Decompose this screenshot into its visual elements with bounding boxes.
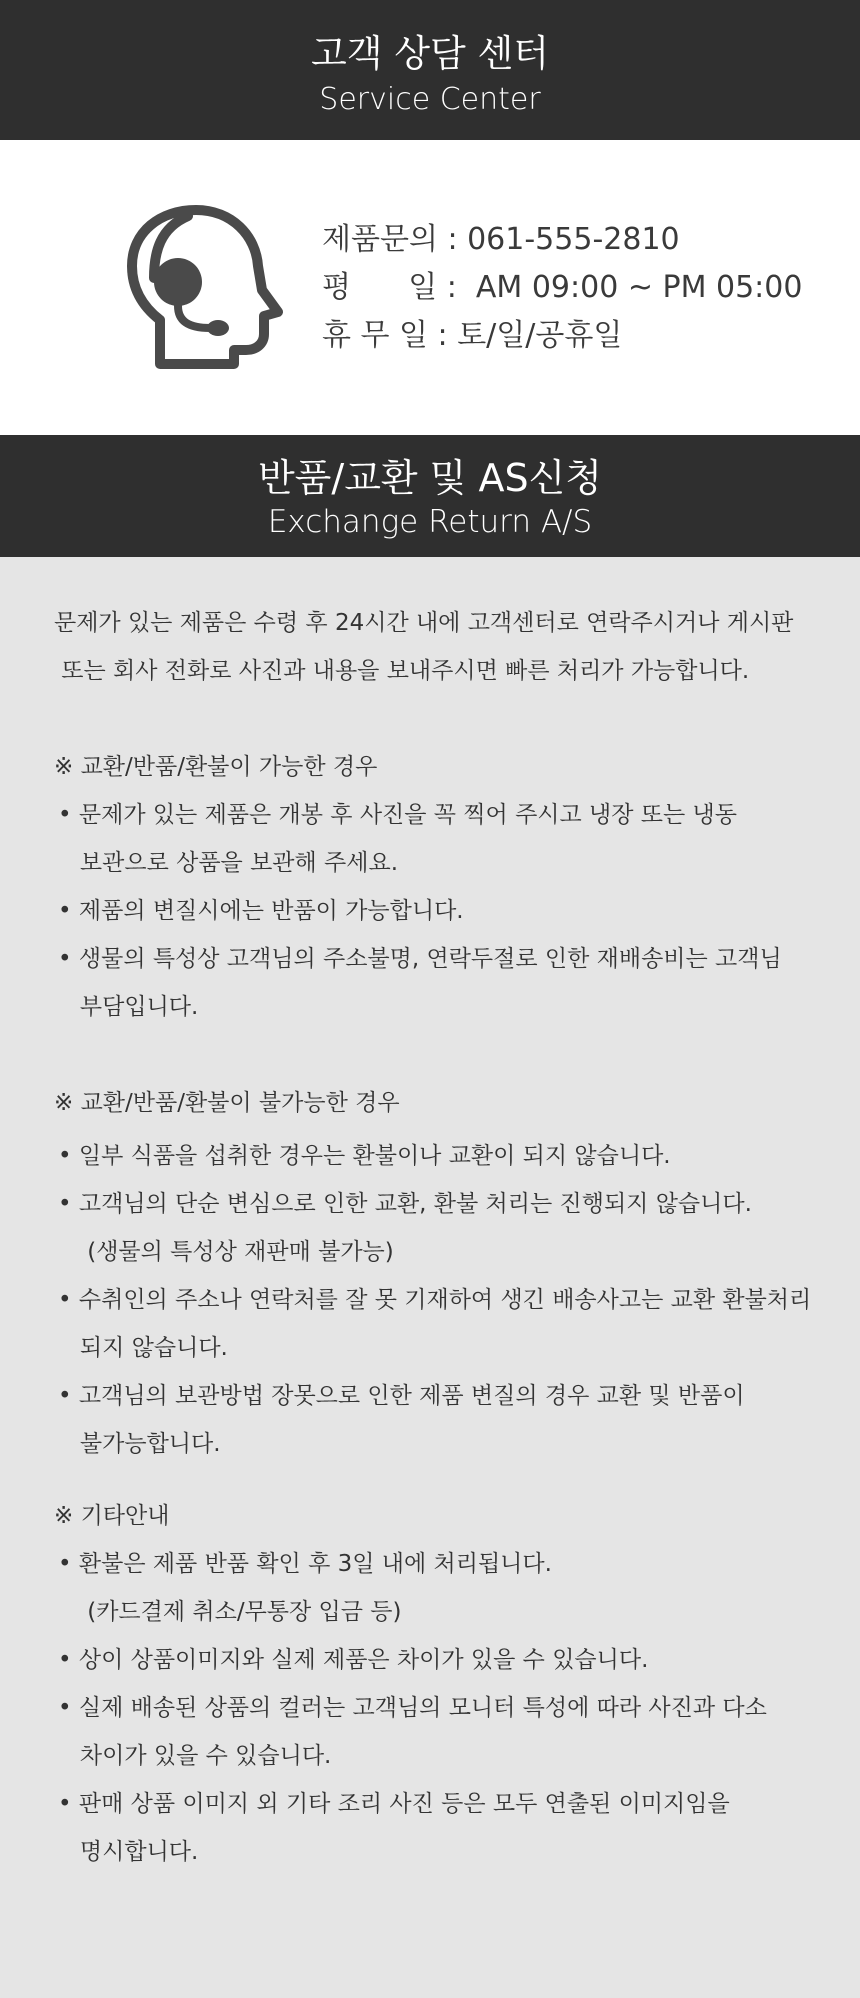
list-item: • 고객님의 단순 변심으로 인한 교환, 환불 처리는 진행되지 않습니다. (58, 1191, 752, 1217)
list-item-cont: 부담입니다. (58, 994, 199, 1020)
section-title-not-allowed: ※ 교환/반품/환불이 불가능한 경우 (54, 1090, 400, 1116)
list-item: • 판매 상품 이미지 외 기타 조리 사진 등은 모두 연출된 이미지임을 (58, 1791, 730, 1817)
service-center-subtitle: Service Center (319, 82, 541, 117)
list-item: • 실제 배송된 상품의 컬러는 고객님의 모니터 특성에 따라 사진과 다소 (58, 1695, 767, 1721)
holiday-line: 휴 무 일 : 토/일/공휴일 (322, 318, 623, 353)
intro-line-1: 문제가 있는 제품은 수령 후 24시간 내에 고객센터로 연락주시거나 게시판 (54, 610, 794, 636)
contact-info-panel (0, 140, 860, 435)
contact-lines (322, 216, 802, 360)
list-item-cont: (카드결제 취소/무통장 입금 등) (58, 1599, 402, 1625)
weekday-hours-line: 평 일 : AM 09:00 ~ PM 05:00 (322, 270, 803, 305)
service-center-title: 고객 상담 센터 (311, 32, 549, 75)
list-item-cont: (생물의 특성상 재판매 불가능) (58, 1239, 394, 1265)
exchange-return-title: 반품/교환 및 AS신청 (257, 456, 603, 500)
section-title-allowed: ※ 교환/반품/환불이 가능한 경우 (54, 754, 378, 780)
list-item: • 문제가 있는 제품은 개봉 후 사진을 꼭 찍어 주시고 냉장 또는 냉동 (58, 802, 737, 828)
list-item: • 상이 상품이미지와 실제 제품은 차이가 있을 수 있습니다. (58, 1647, 649, 1673)
list-item-cont: 명시합니다. (58, 1839, 199, 1865)
list-item-cont: 보관으로 상품을 보관해 주세요. (58, 850, 399, 876)
service-center-header (0, 0, 860, 140)
list-item-cont: 차이가 있을 수 있습니다. (58, 1743, 332, 1769)
list-item: • 환불은 제품 반품 확인 후 3일 내에 처리됩니다. (58, 1551, 552, 1577)
headset-icon (124, 202, 284, 374)
list-item: • 생물의 특성상 고객님의 주소불명, 연락두절로 인한 재배송비는 고객님 (58, 946, 782, 972)
phone-inquiry-line: 제품문의 : 061-555-2810 (322, 222, 680, 257)
section-title-other: ※ 기타안내 (54, 1503, 170, 1529)
intro-line-2: 또는 회사 전화로 사진과 내용을 보내주시면 빠른 처리가 가능합니다. (54, 658, 750, 684)
exchange-return-subtitle: Exchange Return A/S (267, 504, 593, 540)
list-item-cont: 되지 않습니다. (58, 1335, 228, 1361)
list-item-cont: 불가능합니다. (58, 1431, 221, 1457)
list-item: • 제품의 변질시에는 반품이 가능합니다. (58, 898, 464, 924)
list-item: • 수취인의 주소나 연락처를 잘 못 기재하여 생긴 배송사고는 교환 환불처리 (58, 1287, 812, 1313)
exchange-return-header (0, 435, 860, 557)
list-item: • 일부 식품을 섭취한 경우는 환불이나 교환이 되지 않습니다. (58, 1143, 671, 1169)
list-item: • 고객님의 보관방법 장못으로 인한 제품 변질의 경우 교환 및 반품이 (58, 1383, 745, 1409)
